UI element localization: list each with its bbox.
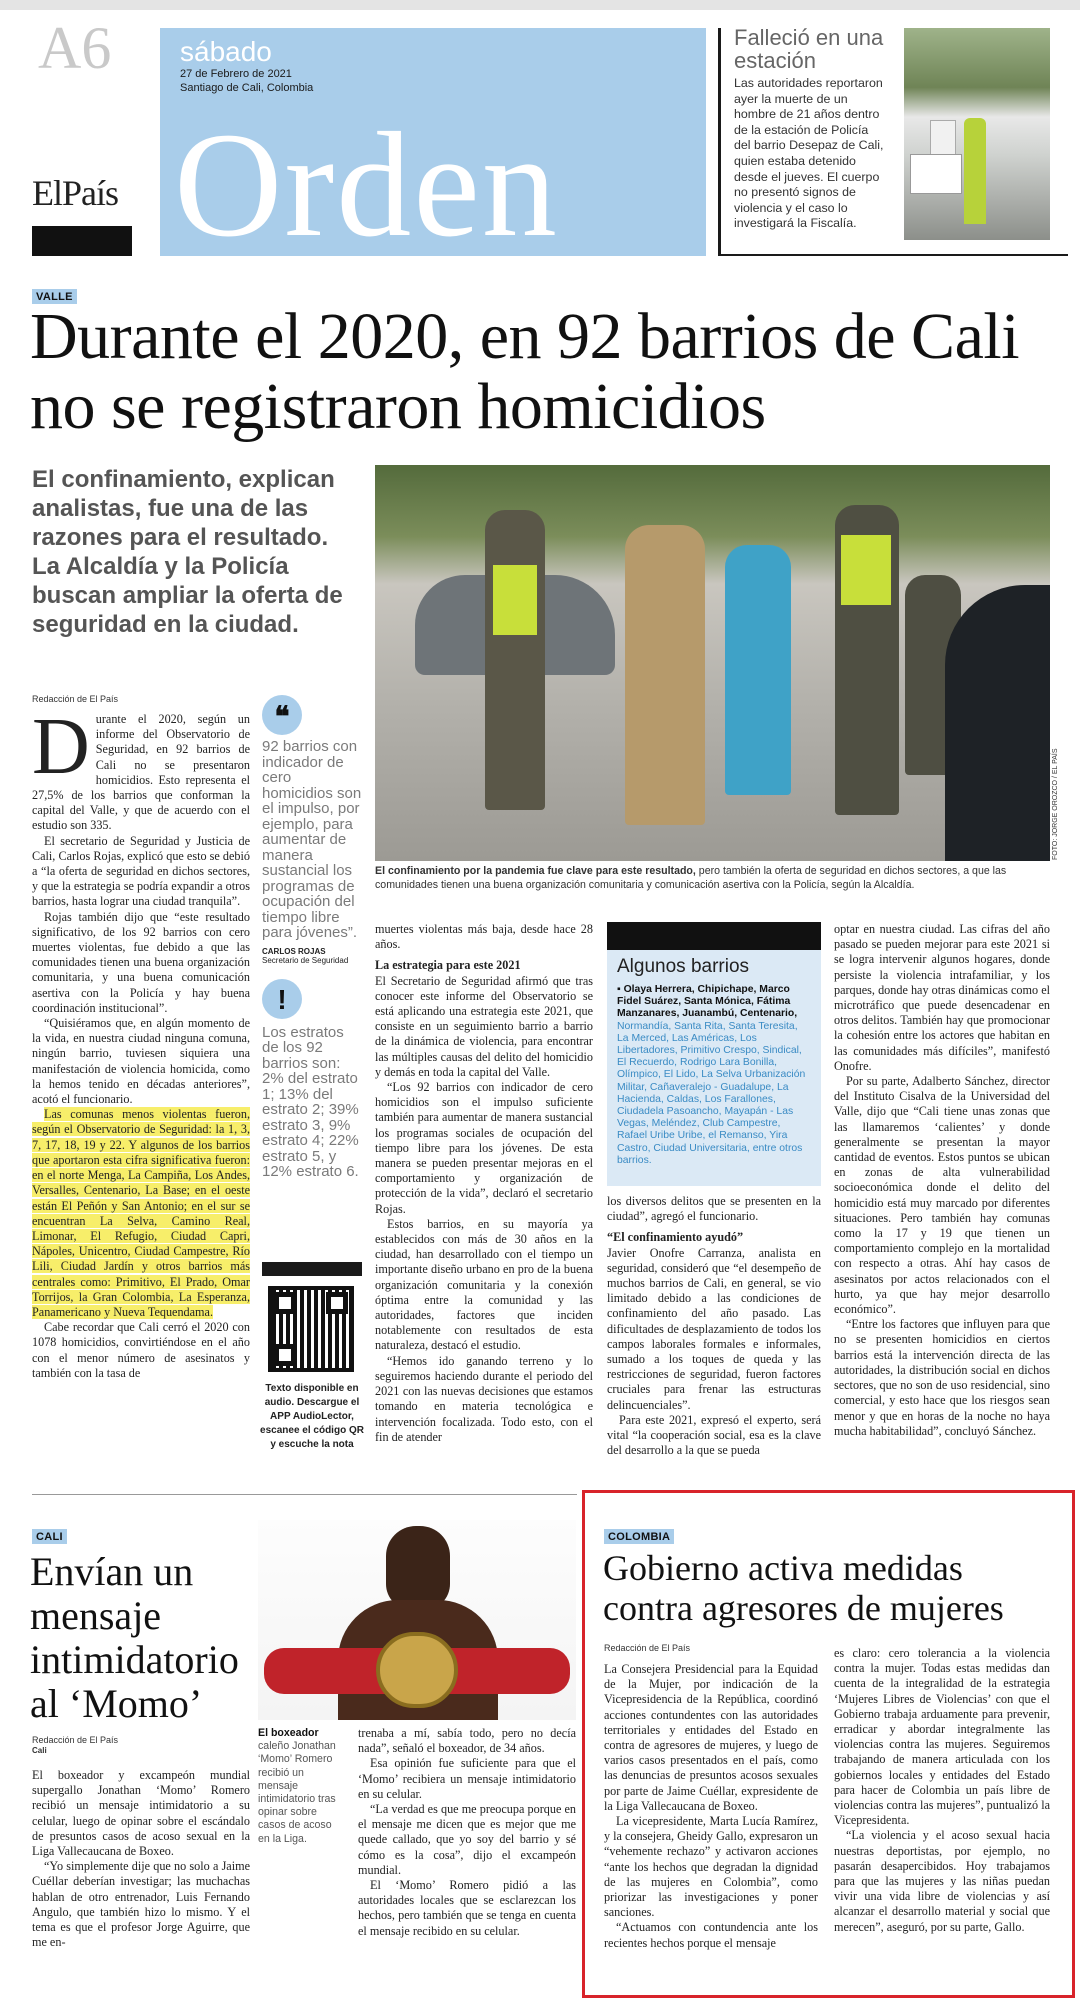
momo-p5: “La verdad es que me preocupa porque en el mensaje me dicen que es mejor que me quede callado, que yo soy del barrio y sé cómo es la cosa”, dijo el excampeón mundial.	[358, 1802, 576, 1877]
col4-p2: Para este 2021, expresó el experto, será vital “la cooperación social, esa es la clave del desarrollo a la que se pueda	[607, 1412, 821, 1458]
col4-subhead: “El confinamiento ayudó”	[607, 1230, 744, 1245]
main-photo	[375, 465, 1050, 861]
momo-col1	[32, 1768, 250, 1950]
col1-p2: Rojas también dijo que “este resultado significativo, de los 92 barrios con cero muertes violentas, fue debido a que las comunidades tienen una buena organización comunitaria, y una buena comunicación asertiva con la Policía y hay buena coordinación institucional”.	[32, 909, 250, 1015]
qr-finder-2	[326, 1292, 348, 1314]
momo-kicker: CALI	[32, 1529, 67, 1544]
quote-role: Secretario de Seguridad	[262, 955, 349, 965]
brief-title: Falleció en una estación	[734, 25, 884, 73]
fact-icon: !	[262, 979, 302, 1019]
colombia-p1: La Consejera Presidencial para la Equidad de la Mujer, por indicación de la Vicepresidencia de la República, coordinó acciones contundentes con las autoridades territoriales y entidades del Estado en contra de agresores de mujeres, y luego de varios casos presentados en el país, como las denuncias de presuntos acosos sexuales por parte de Jaime Cuéllar, expresidente de la Liga Vallecaucana de Boxeo.	[604, 1662, 818, 1813]
photo-officer	[964, 118, 986, 224]
col5-p1: optar en nuestra ciudad. Las cifras del año pasado se pueden mejorar para este 2021 si se logra intervenir algunos hogares, donde persiste la violencia intrafamiliar, y los parques, donde hay otras dinámicas como el microtráfico que puede desencadenar en otros delitos. También hay que promocionar la cohesión entre los actores que habitan en las comunidades más difíciles”, manifestó Onofre.	[834, 922, 1050, 1073]
quote-icon: ❝	[262, 695, 302, 735]
fact-text: Los estratos de los 92 barrios son: 2% del estrato 1; 13% del estrato 2; 39% estrato 3, 9% estrato 4; 22% estrato 5, y 12% estrato 6.	[262, 1023, 359, 1180]
col3-subhead: La estrategia para este 2021	[375, 958, 521, 973]
colombia-p3: “Actuamos con contundencia ante los recientes hechos porque el mensaje	[604, 1920, 818, 1950]
col4-start: los diversos delitos que se presenten en la ciudad”, agregó el funcionario.	[607, 1194, 821, 1224]
col3-p4: “Hemos ido ganando terreno y lo seguiremos haciendo durante el periodo del 2021 con las nuevas decisiones que estamos tomando en materia tecnológica e intervención focalizada. Todo esto, con el fin de atender	[375, 1353, 593, 1444]
brief-photo	[904, 28, 1050, 240]
momo-p3: trenaba a mí, sabía todo, pero no decía nada”, señaló el boxeador, de 34 años.	[358, 1726, 576, 1756]
col1-end: Cabe recordar que Cali cerró el 2020 con 1078 homicidios, convirtiéndose en el año con el menor número de asesinatos y también con la tasa de	[32, 1320, 250, 1380]
city: Santiago de Cali, Colombia	[180, 82, 314, 94]
photo-vest-1	[493, 565, 537, 635]
momo-p1: El boxeador y excampeón mundial supergallo Jonathan ‘Momo’ Romero recibió un mensaje intimidatorio a su celular, luego de opinar sobre el escándalo de presuntos casos de acoso sexual en la Liga Vallecaucana de Boxeo.	[32, 1768, 250, 1859]
box-text: Normandía, Santa Rita, Santa Teresita, La Merced, Las Américas, Los Libertadores, Primitivo Crespo, Sindical, El Recuerdo, Rodrigo Lara Bonilla, Olímpico, El Lido, La Selva Urbanización Militar, Cañaveralejo - Guadalupe, La Hacienda, Caldas, Los Farallones, Ciudadela Pasoancho, Mayapán - Las Vegas, Meléndez, Club Campestre, Rafael Uribe Uribe, el Remanso, Yira Castro, Ciudad Universitaria, entre otros barrios.	[617, 1020, 806, 1166]
photo-car-dark	[945, 585, 1050, 861]
main-col5	[834, 922, 1050, 1439]
col5-p3: “Entre los factores que influyen para que no se presenten homicidios en ciertos barrios está la intervención directa de las autoridades, la distribución social en dichos sectores, que no son de uso residencial, sino comercial, y esto hace que los riesgos sean menor y que en horas de la noche no haya mucha habitabilidad”, concluyó Sánchez.	[834, 1317, 1050, 1438]
highlighted-passage: Las comunas menos violentas fueron, según el Observatorio de Seguridad: la 1, 3, 7, 17, 18, 19 y 22. Y algunos de los barrios que aportaron esta cifra significativa fueron: en el norte Menga, La Campiña, Los Andes, Versalles, Centenario, La Base; en el oeste están El Peñón y San Antonio; en el sur se encuentran La Selva, Camino Real, Limonar, El Refugio, Ciudad Capri, Nápoles, Unicentro, Ciudad Campestre, Río Lili, Ciudad Jardín y otros barrios más centrales como: Primitivo, El Prado, Omar Torrijos, la Gran Colombia, La Esperanza, Panamericano y Nueva Tequendama.	[32, 1107, 250, 1319]
colombia-p5: “La violencia y el acoso sexual hacia nuestras deportistas, por ejemplo, no pasarán desapercibidos. Hoy trabajamos para que las mujeres y las niñas puedan vivir una vida libre de violencias y así alcanzar el desarrollo material y social que merecen”, aseguró, por su parte, Gallo.	[834, 1828, 1050, 1934]
momo-headline: Envían un mensaje intimidatorio al ‘Momo’	[30, 1549, 239, 1726]
col3-start: muertes violentas más baja, desde hace 28 años.	[375, 922, 593, 952]
photo-boxer-head	[386, 1526, 450, 1610]
box-title: Algunos barrios	[617, 956, 750, 977]
col5-p2: Por su parte, Adalberto Sánchez, director del Instituto Cisalva de la Universidad del Valle, dijo que “Cali tiene unas zonas que las llamaremos ‘calientes’ y donde generalmente se presentan la mayor cantidad de eventos. Estos puntos se ubican en zonas de alta vulnerabilidad socioeconómica donde el delito del homicidio está muy marcado por diferentes situaciones. Pero también hay comunas como la 17 y 19 que tienen un comportamiento complejo en la mortalidad con respecto a otras. Ahí hay casos de asesinatos por actos relacionados con el hurto, ya que hay mejor desarrollo económico”.	[834, 1074, 1050, 1317]
box-header-bar	[607, 922, 821, 950]
photo-officer-1	[485, 510, 545, 810]
photo-credit: FOTO: JORGE OROZCO / EL PAÍS	[1052, 748, 1059, 860]
lead-paragraph: urante el 2020, según un informe del Observatorio de Seguridad, en 92 barrios de Cali no se presentaron homicidios. Esto representa el 27,5% de los barrios que conforman la capital del Valle, y que de acuerdo con el estudio son 335.	[32, 712, 250, 833]
photo-belt-plate	[376, 1632, 458, 1708]
main-deck: El confinamiento, explican analistas, fue una de las razones para el resultado. La Alcaldía y la Policía buscan ampliar la oferta de seguridad en la ciudad.	[32, 466, 343, 638]
colombia-headline: Gobierno activa medidas contra agresores de mujeres	[603, 1548, 1004, 1628]
main-kicker: VALLE	[32, 289, 77, 304]
qr-finder-3	[274, 1344, 296, 1366]
box-bold: Olaya Herrera, Chipichape, Marco Fidel Suárez, Santa Mónica, Fátima Manzanares, Juanambú, Centenario,	[617, 984, 798, 1020]
section-title: Orden	[174, 102, 559, 256]
momo-p2: “Yo simplemente dije que no solo a Jaime Cuéllar deberían investigar; las muchachas hablan de otro entrenador, Luis Fernando Angulo, que también hizo lo mismo. Y el tema es que el profesor Jorge Aguirre, que me en-	[32, 1859, 250, 1950]
momo-col3	[358, 1726, 576, 1939]
main-col1	[32, 703, 250, 1381]
main-headline: Durante el 2020, en 92 barrios de Cali no se registraron homicidios	[30, 300, 1020, 443]
brief-rule	[718, 28, 721, 256]
photo-man-beige	[625, 525, 705, 825]
colombia-kicker: COLOMBIA	[604, 1529, 674, 1544]
colombia-col2	[834, 1646, 1050, 1935]
colombia-p4: es claro: cero tolerancia a la violencia contra la mujer. Todas estas medidas dan cuenta de la integralidad de la estrategia ‘Mujeres Libres de Violencias’ con que el Gobierno trabaja arduamente para prevenir, erradicar y abordar integralmente las violencias contra las mujeres. Seguiremos trabajando de manera articulada con los gobiernos locales y entidades del Estado para hacer de Colombia un país libre de violencias contra las mujeres”, puntualizó la Vicepresidenta.	[834, 1646, 1050, 1828]
page-number: A6	[38, 15, 112, 81]
colombia-byline: Redacción de El País	[604, 1643, 691, 1653]
momo-caption-text: caleño Jonathan ‘Momo’ Romero recibió un mensaje intimidatorio tras opinar sobre casos de acoso en la Liga.	[258, 1740, 336, 1845]
momo-p4: Esa opinión fue suficiente para que el ‘Momo’ recibiera un mensaje intimidatorio en su celular.	[358, 1756, 576, 1801]
quote-sidebar	[262, 695, 362, 1180]
quote-author: CARLOS ROJAS	[262, 946, 326, 956]
photo-man-blue	[725, 545, 791, 795]
colombia-p2: La vicepresidente, Marta Lucía Ramírez, y la consejera, Gheidy Gallo, expresaron un “vehemente rechazo” y activaron acciones “ante los hechos que degradan la dignidad de las mujeres en Colombia”, como priorizar las investigaciones y poner sanciones.	[604, 1814, 818, 1920]
photo-sign	[910, 154, 962, 194]
elpais-logo: ElPaís	[32, 173, 119, 213]
main-byline: Redacción de El País	[32, 694, 119, 704]
momo-photo-caption	[258, 1727, 346, 1846]
caption-text: pero también la oferta de seguridad en dichos sectores, a que las comunidades tienen una buena organización comunitaria y comunicación asertiva con la Policía, según la Alcaldía.	[375, 865, 1007, 891]
col4-p1: Javier Onofre Carranza, analista en seguridad, consideró que “el desempeño de muchos barrios de Cali, en general, se vio limitado debido a las condiciones de confinamiento del año pasado. Las dificultades de desplazamiento de todos los campos laborales formales e informales, sumado a los toques de queda y las restricciones de seguridad, fueron factores cruciales para frenar las estructuras delincuenciales”.	[607, 1245, 821, 1412]
momo-photo	[258, 1520, 576, 1720]
main-col4	[607, 1194, 821, 1458]
photo-vest-2	[841, 535, 891, 605]
brief-bottom-rule	[720, 254, 1068, 256]
top-strip	[0, 0, 1080, 10]
dropcap: D	[32, 703, 90, 791]
qr-code[interactable]	[268, 1286, 354, 1372]
col1-p3: “Quisiéramos que, en algún momento de la vida, en nuestra ciudad ninguna comuna, ningún barrio, tuviesen siquiera una manifestación de violencia homicida, como la hemos tenido en décadas anteriores”, acotó el funcionario.	[32, 1016, 250, 1107]
pull-quote: 92 barrios con indicador de cero homicidios son el impulso, por ejemplo, para aumentar de manera sustancial los programas de ocupación del tiempo libre para jóvenes”.	[262, 738, 362, 941]
qr-bar	[262, 1262, 362, 1276]
col1-p1: El secretario de Seguridad y Justicia de Cali, Carlos Rojas, explicó que esto se debió a “la oferta de seguridad en dichos sectores, y que la estrategia se podría expandir a otros barrios, hasta lograr una ciudad tranquila”.	[32, 833, 250, 909]
momo-byline-city: Cali	[32, 1746, 47, 1755]
col3-p3: Estos barrios, en su mayoría ya establecidos con más de 30 años en la ciudad, han desarrollado con el tiempo un importante diseño urbano en pro de la buena organización comunitaria y la conexión óptima entre la comunidad y las autoridades, factores que inciden notablemente con resultados de esta naturaleza, destacó el estudio.	[375, 1216, 593, 1353]
date: 27 de Febrero de 2021	[180, 68, 292, 80]
momo-caption-bold: El boxeador	[258, 1727, 319, 1739]
colombia-col1	[604, 1662, 818, 1951]
qr-finder-1	[274, 1292, 296, 1314]
section-banner	[160, 28, 706, 256]
main-col3	[375, 922, 593, 1445]
col3-p1: El Secretario de Seguridad afirmó que tras conocer este informe del Observatorio se está aplicando una estrategia este 2021, que consiste en un seguimiento barrio a barrio de la dinámica de violencia, para encontrar las múltiples causas del delito del homicidio y demás en toda la capital del Valle.	[375, 973, 593, 1079]
barrios-box: Algunos barrios ▪ Olaya Herrera, Chipichape, Marco Fidel Suárez, Santa Mónica, Fátima Manzanares, Juanambú, Centenario, Normandía, Santa Rita, Santa Teresita, La Merced, Las Américas, Los Libertadores, Primitivo Crespo, Sindical, El Recuerdo, Rodrigo Lara Bonilla, Olímpico, El Lido, La Selva Urbanización Militar, Cañaveralejo - Guadalupe, La Hacienda, Caldas, Los Farallones, Ciudadela Pasoancho, Mayapán - Las Vegas, Meléndez, Club Campestre, Rafael Uribe Uribe, el Remanso, Yira Castro, Ciudad Universitaria, entre otros barrios.	[607, 950, 821, 1186]
momo-p6: El ‘Momo’ Romero pidió a las autoridades locales que se esclarezcan los hechos, pero también que se tenga en cuenta el mensaje recibido en su celular.	[358, 1878, 576, 1938]
section-divider	[32, 1494, 577, 1495]
caption-bold: El confinamiento por la pandemia fue clave para este resultado,	[375, 865, 696, 877]
brief-text: Las autoridades reportaron ayer la muerte de un hombre de 21 años dentro de la estación de Policía del barrio Desepaz de Cali, quien estaba detenido desde el jueves. El cuerpo no presentó signos de violencia y el caso lo investigará la Fiscalía.	[734, 76, 884, 231]
momo-byline: Redacción de El País	[32, 1735, 119, 1745]
qr-caption: Texto disponible en audio. Descargue el APP AudioLector, escanee el código QR y escuche la nota	[260, 1383, 364, 1450]
main-photo-caption	[375, 864, 1050, 892]
logo-bar	[32, 226, 132, 256]
col3-p2: “Los 92 barrios con indicador de cero homicidios son el impulso suficiente también para aumentar de manera sustancial los programas sociales de ocupación del tiempo libre para los jóvenes. De esta manera se pueden presentar mejoras en el comportamiento y organización de protección de la vida”, declaró el secretario Rojas.	[375, 1080, 593, 1216]
weekday: sábado	[180, 36, 272, 67]
